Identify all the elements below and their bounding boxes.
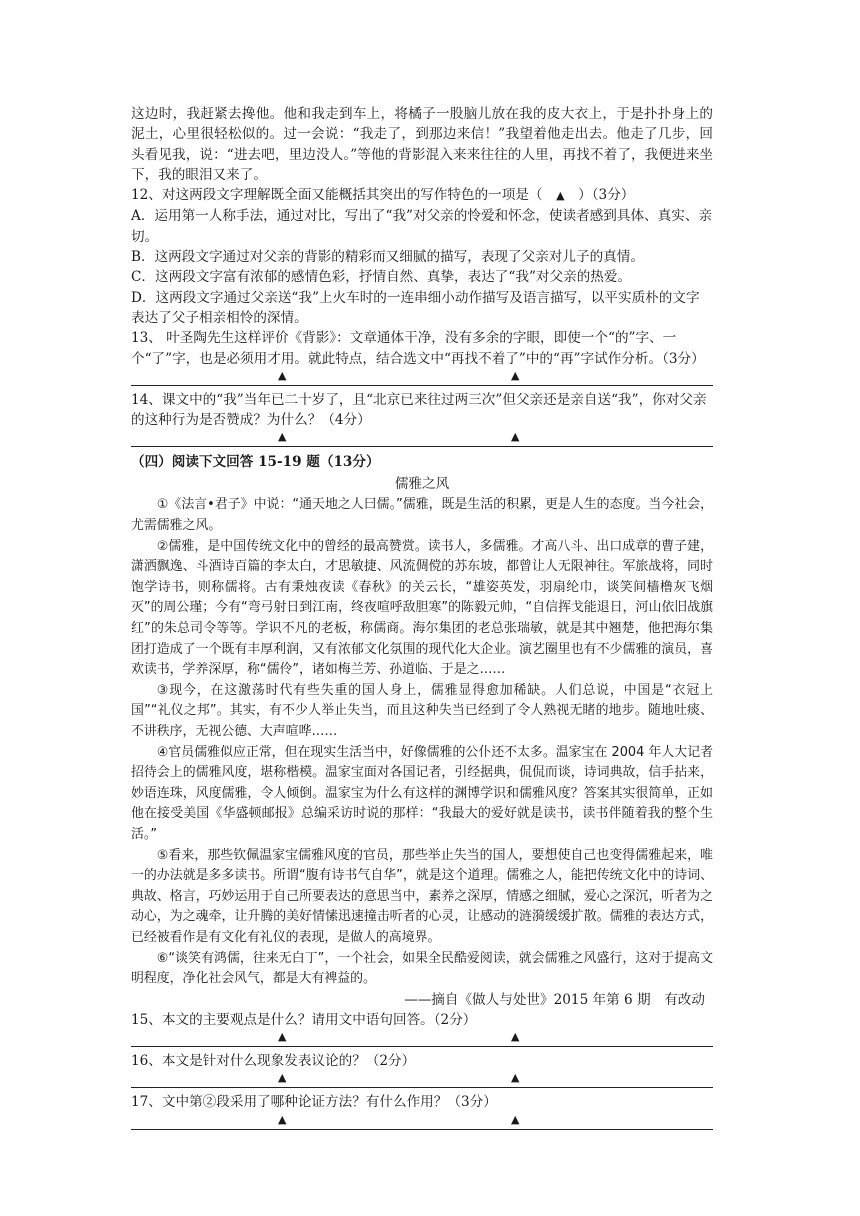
option-d: D．这两段文字通过父亲送“我”上火车时的一连串细小动作描写及语言描写，以平实质朴的文字表达了父子相亲相怜的深情。: [131, 289, 700, 326]
passage-text: 这边时，我赶紧去搀他。他和我走到车上，将橘子一股脑儿放在我的皮大衣上，于是扑扑身上的泥土，心里很轻松似的。过一会说：“我走了，到那边来信！”我望着他走出去。他走了几步，回头看见我，说：“进去吧，里边没人。”等他的背影混入来来往往的人里，再找不着了，我便进来坐下，我的眼泪又来了。: [131, 106, 713, 183]
question-16: 16、本文是针对什么现象发表议论的？（2分）: [131, 1053, 416, 1069]
question-13: 13、 叶圣陶先生这样评价《背影》：文章通体干净，没有多余的字眼，即使一个“的”字、一个“了”字，也是必须用才用。就此特点，结合选文中“再找不着了”中的“再”字试作分析。（3分）: [131, 330, 705, 367]
question-12: [131, 185, 713, 206]
option-c: C．这两段文字富有浓郁的感情色彩，抒情自然、真挚，表达了“我”对父亲的热爱。: [131, 269, 632, 286]
answer-mark: ▲: [511, 368, 520, 382]
answer-line[interactable]: [131, 1113, 713, 1130]
answer-mark: ▲: [556, 189, 565, 203]
question-12-score: ）（3分）: [564, 187, 635, 204]
question-14: 14、课文中的“我”当年已二十岁了，且“北京已来往过两三次”但父亲还是亲自送“我”，你对父亲的这种行为是否赞成？为什么？（4分）: [131, 391, 707, 429]
answer-mark: ▲: [278, 1071, 287, 1085]
answer-mark: ▲: [278, 430, 287, 444]
article-paragraph: ⑥“谈笑有鸿儒，往来无白丁”，一个社会，如果全民酷爱阅读，就会儒雅之风盛行，这对于提高文明程度，净化社会风气，都是大有裨益的。: [131, 950, 713, 987]
section-title: （四）阅读下文回答 15-19 题（13分）: [131, 454, 380, 471]
question-12-stem: 12、对这两段文字理解既全面又能概括其突出的写作特色的一项是（: [131, 187, 557, 204]
article-paragraph: ⑤看来，那些钦佩温家宝儒雅风度的官员，那些举止失当的国人，要想使自己也变得儒雅起来，唯一的办法就是多多读书。所谓“腹有诗书气自华”，就是这个道理。儒雅之人，能把传统文化中的诗词、典故、格言，巧妙运用于自己所要表达的意思当中，素养之深厚，情感之细腻，爱心之深沉，听者为之动心，为之魂牵，让升腾的美好情愫迅速撞击听者的心灵，让感动的涟漪缓缓扩散。儒雅的表达方式，已经被看作是有文化有礼仪的表现，是做人的高境界。: [131, 847, 713, 945]
option-a: A．运用第一人称手法，通过对比，写出了“我”对父亲的怜爱和怀念，使读者感到具体、真实、亲切。: [131, 208, 713, 245]
answer-mark: ▲: [278, 368, 287, 382]
article-paragraph: ③现今，在这激荡时代有些失重的国人身上，儒雅显得愈加稀缺。人们总说，中国是“衣冠上国”“礼仪之邦”。其实，有不少人举止失当，而且这种失当已经到了令人熟视无睹的地步。随地吐痰、不讲秩序，无视公德、大声喧哗……: [131, 682, 713, 739]
answer-line[interactable]: [131, 1030, 713, 1047]
article-paragraph: ①《法言•君子》中说：“通天地之人曰儒。”儒雅，既是生活的积累，更是人生的态度。当今社会，尤需儒雅之风。: [131, 497, 713, 534]
answer-line[interactable]: [131, 430, 713, 447]
answer-mark: ▲: [511, 1112, 520, 1126]
answer-mark: ▲: [511, 1071, 520, 1085]
exam-page: [131, 104, 713, 1134]
answer-line[interactable]: [131, 1071, 713, 1088]
question-17: 17、文中第②段采用了哪种论证方法？有什么作用？（3分）: [131, 1094, 497, 1111]
option-b: B．这两段文字通过对父亲的背影的精彩而又细腻的描写，表现了父亲对儿子的真情。: [131, 249, 644, 266]
question-15: 15、本文的主要观点是什么？请用文中语句回答。（2分）: [131, 1011, 477, 1028]
answer-mark: ▲: [278, 1112, 287, 1126]
answer-mark: ▲: [511, 430, 520, 444]
answer-mark: ▲: [511, 1030, 520, 1043]
answer-line[interactable]: [131, 369, 713, 386]
article-paragraph: ②儒雅，是中国传统文化中的曾经的最高赞赏。读书人，多儒雅。才高八斗、出口成章的曹子建，潇洒飘逸、斗酒诗百篇的李太白，才思敏捷、风流倜傥的苏东坡，都曾让人无限神往。军旅战将，同时饱学诗书，则称儒将。古有秉烛夜读《春秋》的关云长，“雄姿英发，羽扇纶巾，谈笑间樯橹灰飞烟灭”的周公瑾；今有“弯弓射日到江南，终夜喧呼敌胆寒”的陈毅元帅，“自信挥戈能退日，河山依旧战旗红”的朱总司令等等。学识不凡的老板，称儒商。海尔集团的老总张瑞敏，就是其中翘楚，他把海尔集团打造成了一个既有丰厚利润，又有浓郁文化氛围的现代化大企业。演艺圈里也有不少儒雅的演员，喜欢读书，学养深厚，称“儒伶”，诸如梅兰芳、孙道临、于是之……: [131, 538, 713, 678]
article-source: ——摘自《做人与处世》2015 年第 6 期 有改动: [404, 991, 705, 1008]
article-title: 儒雅之风: [394, 476, 450, 493]
article-paragraph: ④官员儒雅似应正常，但在现实生活当中，好像儒雅的公仆还不太多。温家宝在 2004 年人大记者招待会上的儒雅风度，堪称楷模。温家宝面对各国记者，引经据典，侃侃而谈，诗词典故，信手拈来，妙语连珠，风度儒雅，令人倾倒。温家宝为什么有这样的渊博学识和儒雅风度？答案其实很简单，正如他在接受美国《华盛顿邮报》总编采访时说的那样：“我最大的爱好就是读书，读书伴随着我的整个生活。”: [131, 744, 713, 842]
answer-mark: ▲: [278, 1030, 287, 1043]
